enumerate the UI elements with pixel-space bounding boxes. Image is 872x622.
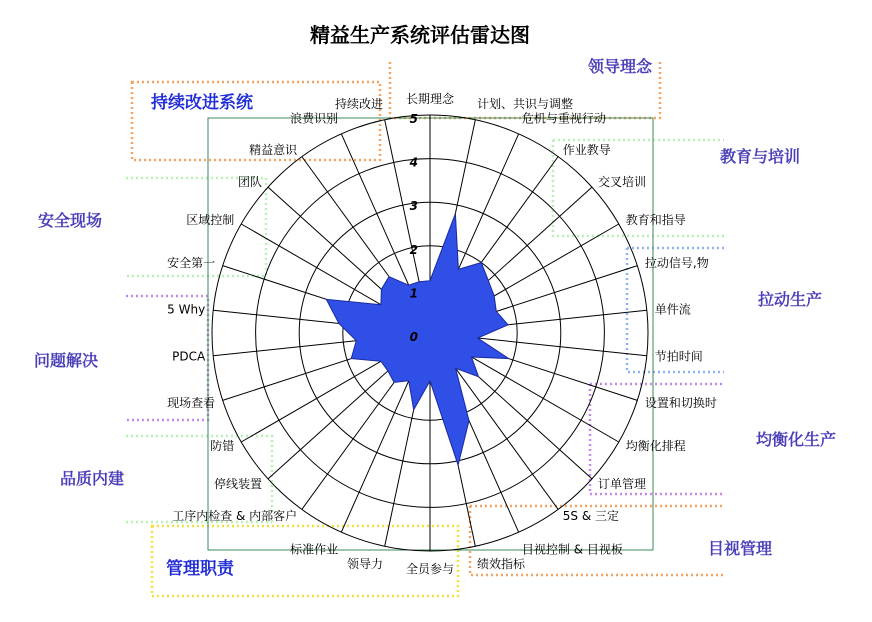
category-label-11: 均衡化排程 [625, 439, 686, 453]
group-label-3: 拉动生产 [757, 290, 823, 309]
chart-title: 精益生产系统评估雷达图 [310, 23, 530, 47]
category-label-4: 作业教导 [562, 143, 611, 158]
category-label-25: 安全第一 [167, 256, 216, 271]
tick-label-5: 5 [409, 112, 418, 126]
category-label-19: 工序内检查 & 内部客户 [172, 508, 298, 523]
category-label-10: 设置和切换时 [644, 395, 717, 410]
tick-label-0: 0 [409, 330, 418, 344]
category-label-8: 单件流 [654, 302, 691, 317]
category-label-2: 计划、共识与调整 [477, 96, 574, 111]
category-label-12: 订单管理 [598, 477, 647, 492]
group-label-7: 品质内建 [59, 469, 125, 488]
category-label-17: 领导力 [346, 557, 383, 572]
tick-label-1: 1 [409, 286, 418, 301]
category-label-15: 绩效指标 [477, 557, 526, 572]
category-label-6: 教育和指导 [625, 213, 686, 227]
category-label-22: 现场查看 [167, 395, 216, 410]
category-label-29: 浪费识别 [290, 111, 339, 126]
category-label-23: PDCA [172, 349, 206, 364]
group-label-10: 持续改进系统 [151, 93, 253, 113]
tick-label-4: 4 [409, 155, 418, 170]
category-label-3: 危机与重视行动 [521, 111, 606, 126]
category-label-5: 交叉培训 [598, 174, 647, 189]
group-label-9: 安全现场 [37, 211, 103, 230]
category-label-13: 5S & 三定 [562, 508, 620, 523]
group-label-6: 管理职责 [166, 559, 234, 579]
category-label-1: 长期理念 [405, 92, 455, 106]
tick-label-2: 2 [409, 242, 418, 257]
group-label-4: 均衡化生产 [755, 430, 837, 449]
category-label-16: 全员参与 [405, 562, 455, 576]
category-label-14: 目视控制 & 目视板 [521, 542, 623, 557]
group-label-5: 目视管理 [707, 539, 773, 558]
group-label-8: 问题解决 [33, 351, 99, 370]
category-label-7: 拉动信号,物 [644, 256, 709, 271]
category-label-27: 团队 [237, 174, 262, 189]
category-label-24: 5 Why [167, 302, 206, 317]
category-label-26: 区域控制 [186, 213, 235, 227]
group-label-1: 领导理念 [587, 57, 653, 76]
category-label-20: 停线装置 [213, 477, 262, 492]
category-label-9: 节拍时间 [654, 349, 703, 364]
tick-label-3: 3 [409, 199, 418, 214]
category-label-30: 持续改进 [334, 96, 383, 111]
category-label-28: 精益意识 [249, 143, 298, 158]
category-label-18: 标准作业 [290, 542, 339, 557]
category-label-21: 防错 [210, 439, 235, 453]
group-label-2: 教育与培训 [719, 147, 801, 166]
